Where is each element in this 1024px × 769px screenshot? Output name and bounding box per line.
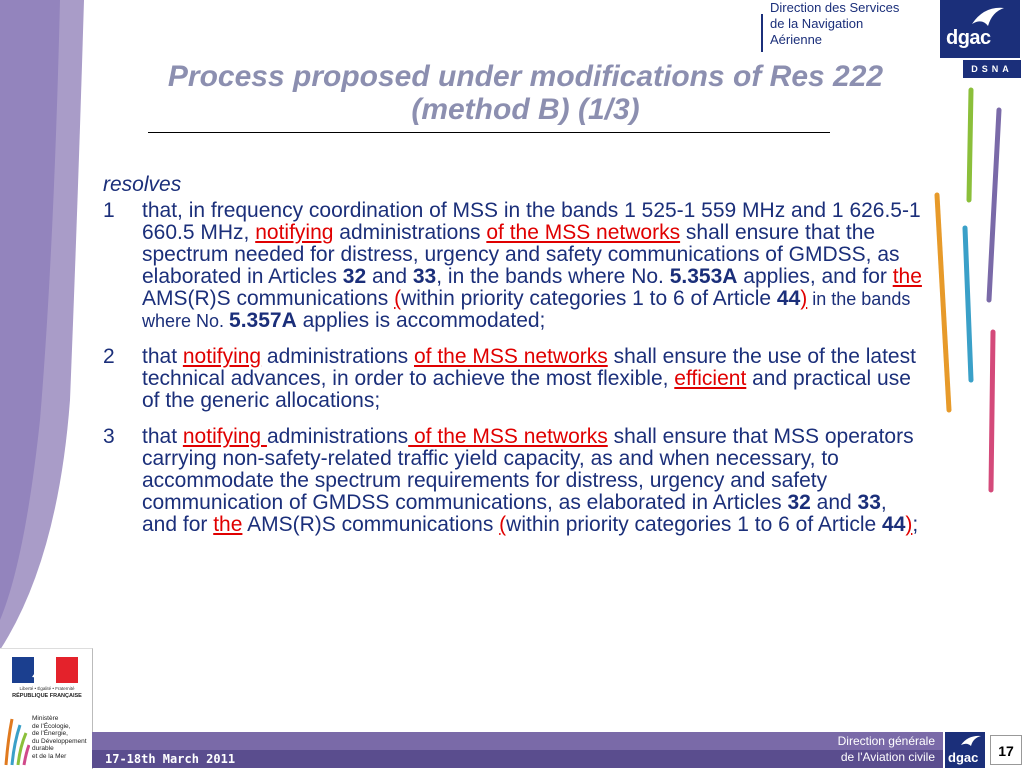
item-text: shall ensure the use of the latest technical advances, in order to achieve the most flexible,: [142, 345, 916, 390]
item-text: administrations: [266, 425, 409, 448]
slide-title: [108, 60, 943, 126]
item-text: , and for: [142, 491, 887, 536]
item-red-text: ): [905, 513, 913, 536]
item-bold-text: 5.353A: [669, 265, 738, 288]
ministry-line: durable: [32, 745, 54, 752]
item-number: 3: [103, 425, 115, 448]
resolves-item: [103, 426, 923, 536]
ministry-name: [32, 715, 90, 760]
item-number: 1: [103, 199, 115, 222]
slide-body: [103, 174, 923, 550]
slide-title-line: Process proposed under modifications of Res 222: [167, 60, 884, 93]
ministry-line: du Développement: [32, 737, 87, 745]
header-divider: [761, 14, 763, 52]
ministry-emblem-icon: [2, 709, 30, 767]
item-text: and: [810, 491, 858, 514]
item-text: applies is accommodated;: [296, 309, 546, 332]
header-org-line: de la Navigation: [770, 16, 864, 31]
dgac-bird-icon: [959, 734, 983, 748]
dgac-logo: [940, 0, 1020, 58]
item-text: within priority categories 1 to 6 of Article: [401, 287, 777, 310]
footer-org-line: de l'Aviation civile: [840, 750, 935, 764]
item-red-text: efficient: [674, 367, 747, 390]
item-text: that: [142, 345, 183, 368]
ministry-line: de l'Énergie,: [32, 730, 68, 737]
footer-logo-text: dgac: [948, 750, 979, 765]
item-text: AMS(R)S communications: [142, 287, 395, 310]
item-red-text: (: [394, 287, 402, 310]
footer-date: 17-18th March 2011: [105, 752, 236, 766]
item-red-text: notifying: [182, 345, 262, 368]
item-text: administrations: [261, 345, 414, 368]
item-text: within priority categories 1 to 6 of Article: [506, 513, 883, 536]
item-text: and practical use of the generic allocations;: [142, 367, 911, 412]
ministry-line: Ministère: [32, 715, 59, 722]
dsna-badge: DSNA: [963, 60, 1021, 78]
item-red-text: of the MSS networks: [408, 425, 608, 448]
item-small-text: in the bands where No.: [142, 289, 911, 331]
item-bold-text: 5.357A: [229, 309, 297, 332]
item-red-text: the: [892, 265, 922, 288]
item-text: applies, and for: [737, 265, 893, 288]
header-org-line: Aérienne: [770, 32, 823, 47]
item-text: that: [142, 425, 183, 448]
item-red-text: ): [800, 287, 808, 310]
item-text: , in the bands where No.: [436, 265, 670, 288]
item-red-text: the: [213, 513, 243, 536]
item-number: 2: [103, 345, 115, 368]
footer-dgac-logo: [945, 732, 985, 768]
republic-name: RÉPUBLIQUE FRANÇAISE: [12, 693, 82, 699]
item-text: AMS(R)S communications: [242, 513, 500, 536]
item-text: shall ensure that the spectrum needed for distress, urgency and safety communications of GMDSS, as elaborated in Articles: [142, 221, 900, 288]
header-org-line: Direction des Services: [770, 0, 900, 15]
item-text: that, in frequency coordination of MSS in the bands 1 525-1 559 MHz and 1 626.5-1 660.5 MHz,: [142, 199, 921, 244]
footer-organization: [790, 733, 935, 765]
item-bold-text: 33: [412, 265, 437, 288]
item-red-text: notifying: [182, 425, 267, 448]
decorative-stripes: [925, 80, 1005, 500]
ministry-logo: [0, 648, 93, 769]
item-text: ;: [912, 513, 919, 536]
republic-motto: Liberté • Égalité • Fraternité: [19, 686, 75, 691]
item-red-text: of the MSS networks: [486, 221, 681, 244]
republique-francaise-flag-icon: [12, 657, 78, 683]
resolves-item: [103, 200, 923, 332]
item-text: administrations: [333, 221, 487, 244]
item-red-text: of the MSS networks: [414, 345, 608, 368]
item-bold-text: 44: [776, 287, 801, 310]
item-bold-text: 44: [882, 513, 906, 536]
footer-org-line: Direction générale: [837, 734, 935, 748]
item-bold-text: 32: [787, 491, 811, 514]
slide-title-line: (method B) (1/3): [411, 93, 640, 126]
title-underline: [148, 132, 830, 133]
item-red-text: notifying: [255, 221, 334, 244]
dgac-logo-text: dgac: [946, 27, 991, 49]
item-text: and: [366, 265, 413, 288]
page-number: 17: [990, 735, 1022, 765]
item-text: shall ensure that MSS operators carrying non-safety-related traffic yield capacity, as and when necessary, to accommodate the spectrum requirements for distress, urgency and safety communication of GMDSS communications, as elaborated in Articles: [142, 425, 914, 514]
resolves-heading: resolves: [103, 173, 182, 196]
item-bold-text: 32: [342, 265, 367, 288]
ministry-line: et de la Mer: [32, 752, 67, 760]
item-red-text: (: [499, 513, 507, 536]
ministry-line: de l'Écologie,: [32, 722, 71, 730]
item-bold-text: 33: [857, 491, 881, 514]
header-organization: [770, 0, 935, 48]
resolves-item: [103, 346, 923, 412]
